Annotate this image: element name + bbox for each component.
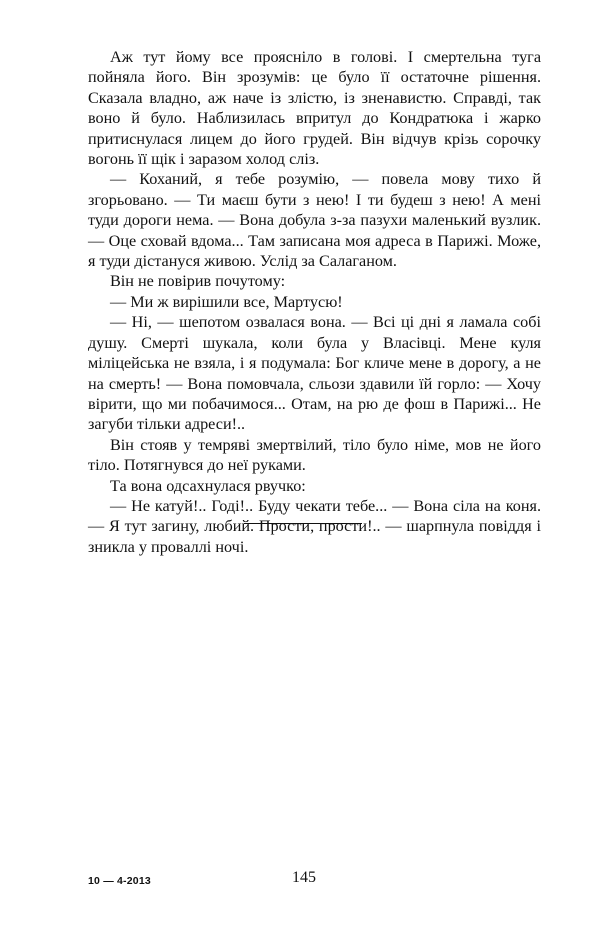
paragraph-8: — Не катуй!.. Годi!.. Буду чекати тебе... — Вона сiла на коня. — Я тут загину, любий. Прости, прости!.. — шарпнула повiддя i зникла у проваллi ночi. xyxy=(88,496,541,556)
paragraph-4: — Ми ж вирiшили все, Мартусю! xyxy=(110,292,343,311)
page-number: 145 xyxy=(292,869,316,886)
paragraph-1: Аж тут йому все прояснiло в головi. I смертельна туга пойняла його. Вiн зрозумiв: це було її остаточне рiшення. Сказала владно, аж наче iз злiстю, iз зненавистю. Справдi, так воно й було. Наблизилась впритул до Кондратюка i жарко притиснулася лицем до його грудей. Вiн вiдчув крiзь сорочку вогонь її щiк i заразом холод слiз. xyxy=(88,48,541,169)
paragraph-6: Вiн стояв у темрявi змертвiлий, тiло було нiме, мов не його тiло. Потягнувся до неї руками. xyxy=(88,435,541,475)
printer-signature: 10 — 4-2013 xyxy=(88,875,151,887)
section-divider xyxy=(244,523,362,524)
paragraph-7: Та вона одсахнулася рвучко: xyxy=(110,476,306,495)
paragraph-2: — Коханий, я тебе розумiю, — повела мову тихо й згорьовано. — Ти маєш бути з нею! I ти будеш з нею! А менi туди дороги нема. — Вона добула з-за пазухи маленький вузлик. — Оце сховай вдома... Там записана моя адреса в Парижi. Може, я туди дiстануся живою. Услiд за Салаганом. xyxy=(88,170,541,271)
body-text xyxy=(88,47,541,557)
paragraph-3: Вiн не повiрив почутому: xyxy=(110,272,286,291)
paragraph-5: — Нi, — шепотом озвалася вона. — Всi цi днi я ламала собi душу. Смертi шукала, коли була у Власiвцi. Мене куля мiлiцейська не взяла, i я подумала: Бог кличе мене в дорогу, а не на смерть! — Вона помовчала, сльози здавили їй горло: — Хочу вiрити, що ми побачимося... Отам, на рю де фош в Парижi... Не загуби тiльки адреси!.. xyxy=(88,313,541,434)
